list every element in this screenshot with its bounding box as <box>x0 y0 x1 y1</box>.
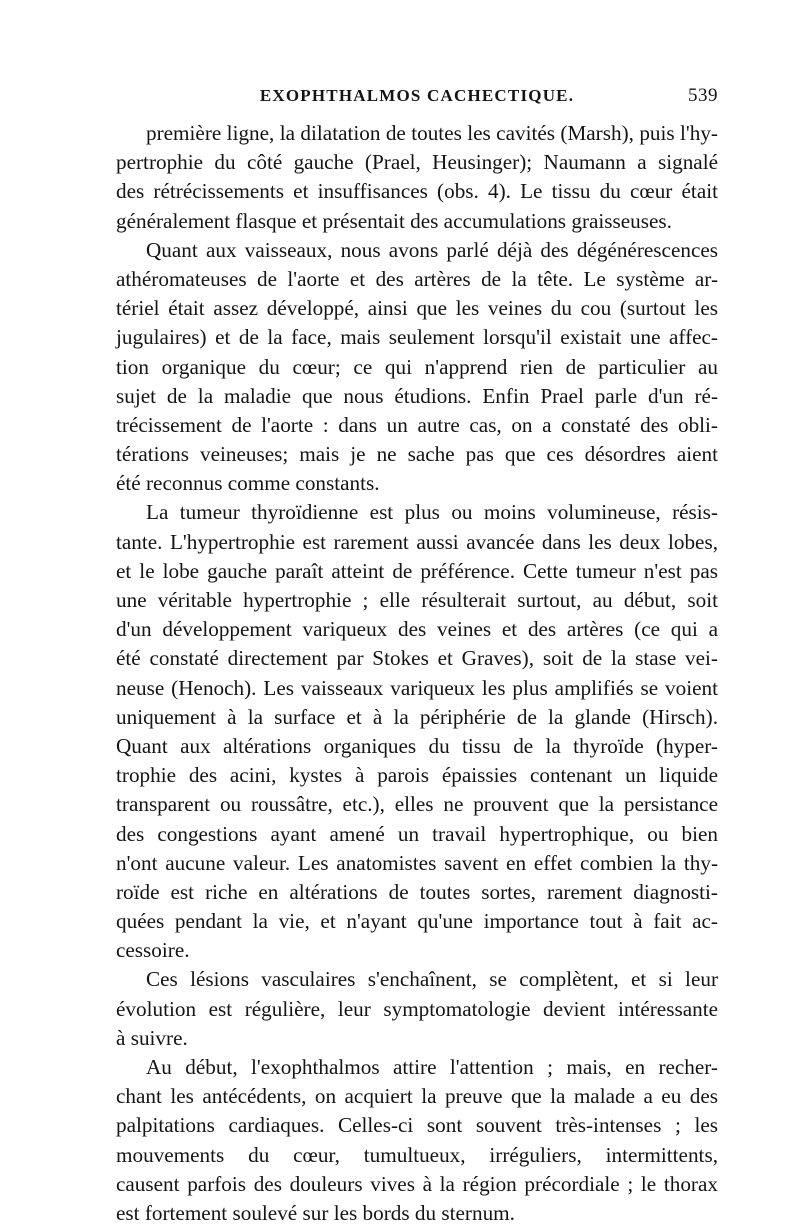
text-line: généralement flasque et présentait des accumulations graisseuses. <box>116 208 672 233</box>
page-number: 539 <box>688 85 718 106</box>
text-line: une véritable hypertrophie ; elle résulterait surtout, au début, soit <box>116 588 718 612</box>
text-line: mouvements du cœur, tumultueux, irréguliers, intermittents, <box>116 1142 718 1167</box>
text-line: palpitations cardiaques. Celles-ci sont souvent très-intenses ; les <box>116 1113 718 1138</box>
text-line: chant les antécédents, on acquiert la preuve que la malade a eu des <box>116 1084 718 1109</box>
text-line: trécissement de l'aorte : dans un autre cas, on a constaté des obli- <box>116 412 718 437</box>
text-line: d'un développement variqueux des veines et des artères (ce qui a <box>116 617 718 642</box>
text-line: première ligne, la dilatation de toutes les cavités (Marsh), puis l'hy- <box>146 121 718 145</box>
text-line: neuse (Henoch). Les vaisseaux variqueux les plus amplifiés se voient <box>116 675 718 700</box>
running-title: EXOPHTHALMOS CACHECTIQUE. <box>259 86 575 105</box>
text-line: tériel était assez développé, ainsi que les veines du cou (surtout les <box>116 296 718 321</box>
text-line: sujet de la maladie que nous étudions. Enfin Prael parle d'un ré- <box>116 383 718 408</box>
text-line: des rétrécissements et insuffisances (obs. 4). Le tissu du cœur était <box>116 179 718 204</box>
text-line: tion organique du cœur; ce qui n'apprend rien de particulier au <box>116 354 718 379</box>
paragraph <box>116 236 718 499</box>
text-line: La tumeur thyroïdienne est plus ou moins volumineuse, résis- <box>146 500 718 525</box>
paragraph <box>116 119 718 236</box>
text-line: roïde est riche en altérations de toutes sortes, rarement diagnosti- <box>116 879 718 904</box>
paragraph <box>116 1053 718 1228</box>
text-line: Quant aux vaisseaux, nous avons parlé déjà des dégénérescences <box>146 237 718 262</box>
text-line: trophie des acini, kystes à parois épaissies contenant un liquide <box>116 763 718 788</box>
text-line: des congestions ayant amené un travail hypertrophique, ou bien <box>116 821 718 846</box>
text-line: athéromateuses de l'aorte et des artères de la tête. Le système ar- <box>116 266 718 291</box>
text-line: cessoire. <box>116 938 190 963</box>
text-line: causent parfois des douleurs vives à la région précordiale ; le thorax <box>116 1171 718 1196</box>
text-line: transparent ou roussâtre, etc.), elles ne prouvent que la persistance <box>116 792 718 817</box>
text-line: été constaté directement par Stokes et Graves), soit de la stase vei- <box>116 646 718 671</box>
text-line: uniquement à la surface et à la périphérie de la glande (Hirsch). <box>116 704 718 729</box>
text-line: Au début, l'exophthalmos attire l'attention ; mais, en recher- <box>146 1055 718 1079</box>
text-line: évolution est régulière, leur symptomatologie devient intéressante <box>116 996 718 1021</box>
text-line: à suivre. <box>116 1025 188 1050</box>
body-text <box>116 119 718 1228</box>
running-head <box>116 84 718 114</box>
text-line: térations veineuses; mais je ne sache pas que ces désordres aient <box>116 442 718 467</box>
text-line: et le lobe gauche paraît atteint de préférence. Cette tumeur n'est pas <box>116 558 718 583</box>
text-line: Quant aux altérations organiques du tissu de la thyroïde (hyper- <box>116 733 718 758</box>
text-line: n'ont aucune valeur. Les anatomistes savent en effet combien la thy- <box>116 850 718 875</box>
text-line: tante. L'hypertrophie est rarement aussi avancée dans les deux lobes, <box>116 529 718 554</box>
text-line: est fortement soulevé sur les bords du sternum. <box>116 1200 515 1225</box>
paragraph <box>116 965 718 1053</box>
text-line: quées pendant la vie, et n'ayant qu'une importance tout à fait ac- <box>116 909 718 934</box>
text-line: Ces lésions vasculaires s'enchaînent, se complètent, et si leur <box>146 967 718 992</box>
text-line: été reconnus comme constants. <box>116 471 380 496</box>
text-line: jugulaires) et de la face, mais seulement lorsqu'il existait une affec- <box>116 325 718 350</box>
paragraph <box>116 498 718 965</box>
text-line: pertrophie du côté gauche (Prael, Heusinger); Naumann a signalé <box>116 150 718 175</box>
